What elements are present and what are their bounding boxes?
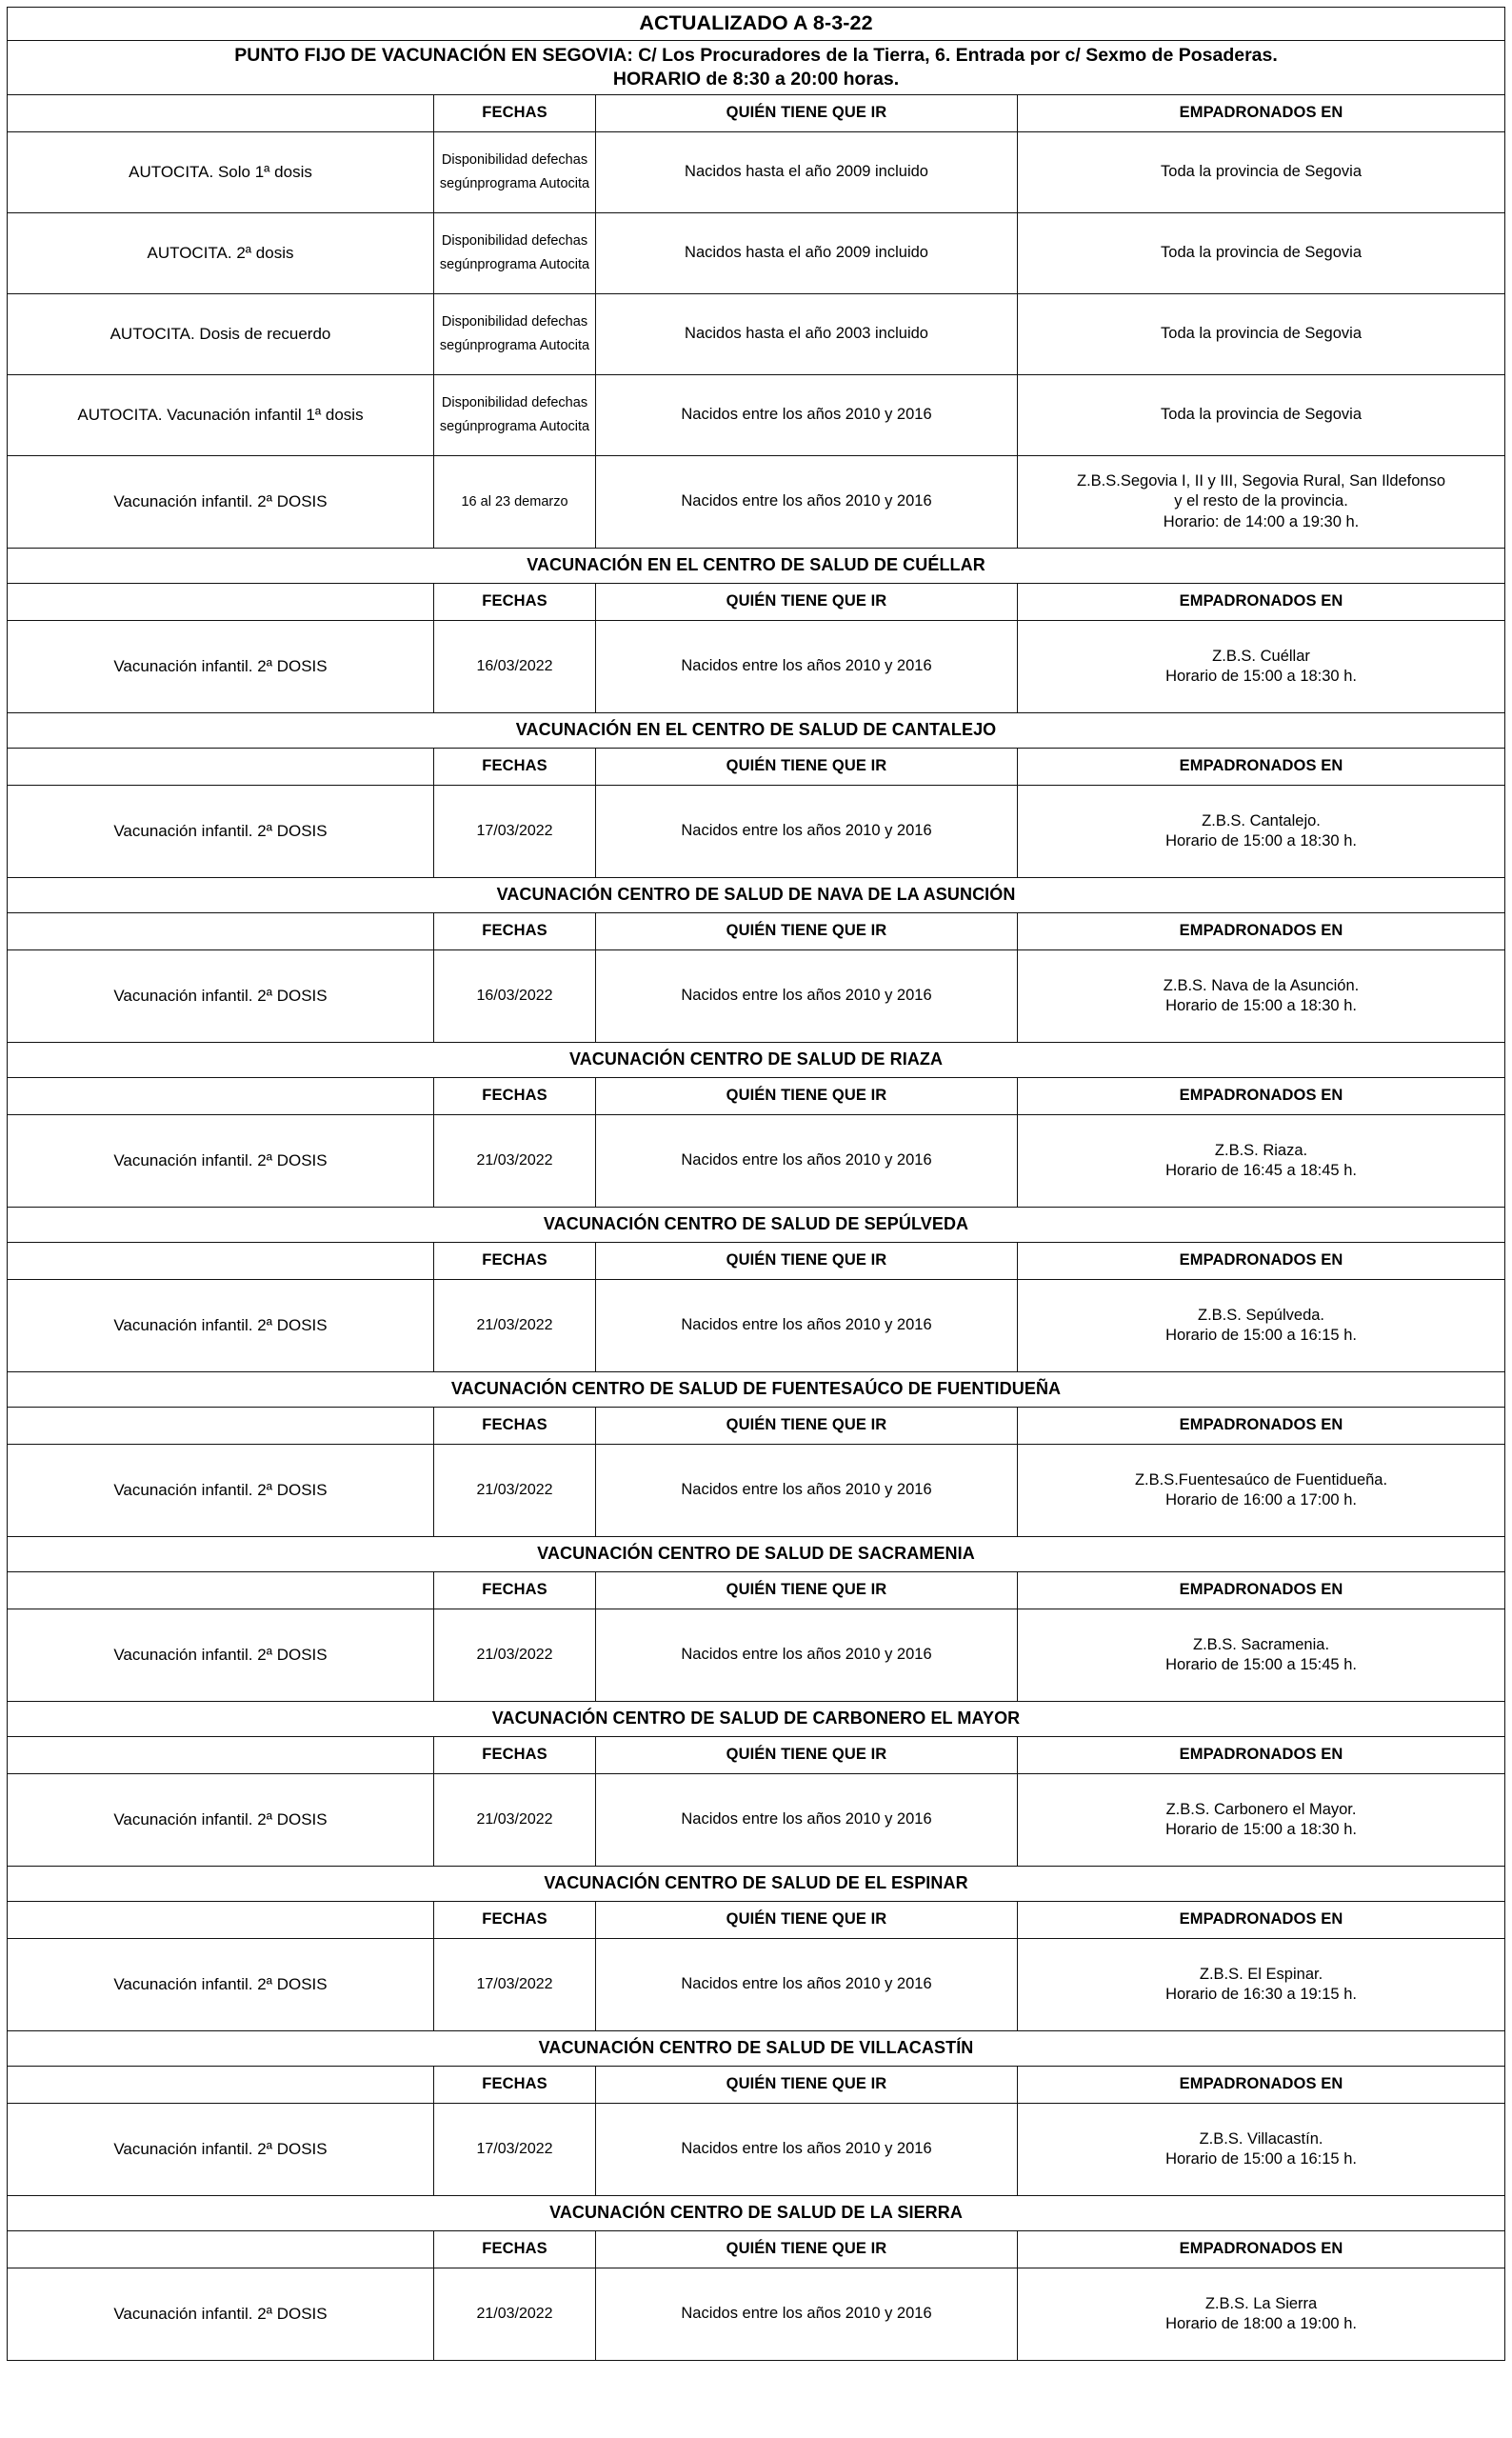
row-target-group: Nacidos entre los años 2010 y 2016 (596, 1774, 1018, 1867)
section-banner-title: VACUNACIÓN CENTRO DE SALUD DE NAVA DE LA ASUNCIÓN (8, 878, 1505, 913)
section-banner-row (8, 1043, 1505, 1078)
column-header-blank (8, 1572, 434, 1609)
section-banner-row (8, 713, 1505, 749)
column-header-empadronados: EMPADRONADOS EN (1018, 95, 1505, 132)
row-dates: 17/03/2022 (434, 1939, 596, 2031)
row-program-label: AUTOCITA. Solo 1ª dosis (8, 132, 434, 213)
table-row (8, 132, 1505, 213)
row-dates (434, 213, 596, 294)
row-dates (434, 456, 596, 549)
row-location (1018, 294, 1505, 375)
row-target-group: Nacidos entre los años 2010 y 2016 (596, 2104, 1018, 2196)
column-header-empadronados: EMPADRONADOS EN (1018, 749, 1505, 786)
column-header-empadronados: EMPADRONADOS EN (1018, 1572, 1505, 1609)
column-header-blank (8, 2231, 434, 2268)
column-header-quien: QUIÉN TIENE QUE IR (596, 1902, 1018, 1939)
text-line: Disponibilidad de (441, 314, 547, 330)
row-target-group: Nacidos entre los años 2010 y 2016 (596, 1445, 1018, 1537)
section-banner-row (8, 2196, 1505, 2231)
text-line: Horario: de 14:00 a 19:30 h. (1163, 512, 1360, 530)
section-banner-title: VACUNACIÓN CENTRO DE SALUD DE SEPÚLVEDA (8, 1208, 1505, 1243)
row-target-group: Nacidos entre los años 2010 y 2016 (596, 1939, 1018, 2031)
row-target-group: Nacidos entre los años 2010 y 2016 (596, 621, 1018, 713)
column-header-fechas: FECHAS (434, 1737, 596, 1774)
text-line: Horario de 15:00 a 18:30 h. (1165, 668, 1357, 685)
text-line: fechas según (439, 395, 588, 434)
text-line: Z.B.S. El Espinar. (1199, 1965, 1323, 1983)
section-banner-row (8, 1702, 1505, 1737)
text-line: Z.B.S. Sacramenia. (1192, 1635, 1330, 1653)
row-location (1018, 2268, 1505, 2361)
table-row (8, 621, 1505, 713)
row-dates: 16/03/2022 (434, 950, 596, 1043)
row-dates (434, 294, 596, 375)
text-line: Z.B.S. Cantalejo. (1202, 811, 1321, 829)
row-location (1018, 375, 1505, 456)
column-header-row-7 (8, 1737, 1505, 1774)
text-line: fechas según (439, 314, 588, 353)
column-header-row-8 (8, 1902, 1505, 1939)
fixed-point-line-2: HORARIO de 8:30 a 20:00 horas. (612, 69, 900, 90)
table-row (8, 1445, 1505, 1537)
section-banner-row (8, 878, 1505, 913)
section-banner-title: VACUNACIÓN CENTRO DE SALUD DE FUENTESAÚCO DE FUENTIDUEÑA (8, 1372, 1505, 1408)
table-row (8, 375, 1505, 456)
table-row (8, 213, 1505, 294)
text-line: Disponibilidad de (441, 233, 547, 250)
text-line: Z.B.S. Riaza. (1214, 1141, 1308, 1159)
row-location (1018, 1280, 1505, 1372)
row-program-label: Vacunación infantil. 2ª DOSIS (8, 2268, 434, 2361)
table-row (8, 294, 1505, 375)
text-line: programa Autocita (477, 338, 590, 353)
table-row (8, 456, 1505, 549)
row-location (1018, 1115, 1505, 1208)
column-header-fechas: FECHAS (434, 1078, 596, 1115)
column-header-fechas: FECHAS (434, 1572, 596, 1609)
row-dates (434, 132, 596, 213)
column-header-blank (8, 1408, 434, 1445)
table-row (8, 2268, 1505, 2361)
text-line: fechas según (439, 233, 588, 272)
row-dates: 21/03/2022 (434, 2268, 596, 2361)
column-header-blank (8, 2067, 434, 2104)
text-line: Toda la provincia de Segovia (1161, 325, 1363, 343)
table-row (8, 786, 1505, 878)
text-line: programa Autocita (477, 176, 590, 191)
column-header-row-1 (8, 749, 1505, 786)
row-location (1018, 132, 1505, 213)
column-header-empadronados: EMPADRONADOS EN (1018, 913, 1505, 950)
section-banner-title: VACUNACIÓN EN EL CENTRO DE SALUD DE CUÉLLAR (8, 549, 1505, 584)
column-header-empadronados: EMPADRONADOS EN (1018, 584, 1505, 621)
table-row (8, 1774, 1505, 1867)
text-line: Horario de 15:00 a 18:30 h. (1165, 1821, 1357, 1838)
column-header-blank (8, 1243, 434, 1280)
row-program-label: Vacunación infantil. 2ª DOSIS (8, 1939, 434, 2031)
row-target-group: Nacidos entre los años 2010 y 2016 (596, 1609, 1018, 1702)
column-header-blank (8, 1737, 434, 1774)
text-line: Z.B.S. Cuéllar (1212, 647, 1310, 665)
row-target-group: Nacidos entre los años 2010 y 2016 (596, 456, 1018, 549)
section-banner-row (8, 549, 1505, 584)
column-header-quien: QUIÉN TIENE QUE IR (596, 2231, 1018, 2268)
column-header-blank (8, 1902, 434, 1939)
row-dates: 16/03/2022 (434, 621, 596, 713)
row-dates: 21/03/2022 (434, 1609, 596, 1702)
section-banner-row (8, 1537, 1505, 1572)
text-line: Z.B.S. La Sierra (1204, 2294, 1318, 2312)
column-header-row-4 (8, 1243, 1505, 1280)
text-line: Toda la provincia de Segovia (1161, 163, 1363, 181)
row-program-label: Vacunación infantil. 2ª DOSIS (8, 1609, 434, 1702)
row-program-label: Vacunación infantil. 2ª DOSIS (8, 1115, 434, 1208)
column-header-row-10 (8, 2231, 1505, 2268)
column-header-blank (8, 913, 434, 950)
column-header-quien: QUIÉN TIENE QUE IR (596, 1572, 1018, 1609)
fixed-point-row (8, 41, 1505, 95)
column-header-row-0 (8, 584, 1505, 621)
text-line: Horario de 16:00 a 17:00 h. (1165, 1491, 1357, 1509)
column-header-row-9 (8, 2067, 1505, 2104)
column-header-row-6 (8, 1572, 1505, 1609)
text-line: Horario de 15:00 a 15:45 h. (1165, 1656, 1357, 1673)
row-location (1018, 1609, 1505, 1702)
section-banner-title: VACUNACIÓN CENTRO DE SALUD DE VILLACASTÍN (8, 2031, 1505, 2067)
row-location (1018, 2104, 1505, 2196)
table-row (8, 2104, 1505, 2196)
text-line: fechas según (439, 152, 588, 191)
column-header-quien: QUIÉN TIENE QUE IR (596, 1078, 1018, 1115)
column-header-row-autocita (8, 95, 1505, 132)
row-target-group: Nacidos entre los años 2010 y 2016 (596, 1115, 1018, 1208)
row-program-label: Vacunación infantil. 2ª DOSIS (8, 950, 434, 1043)
column-header-fechas: FECHAS (434, 584, 596, 621)
row-target-group: Nacidos hasta el año 2009 incluido (596, 132, 1018, 213)
table-row (8, 1609, 1505, 1702)
text-line: 16 al 23 de (461, 493, 530, 510)
row-target-group: Nacidos entre los años 2010 y 2016 (596, 375, 1018, 456)
column-header-blank (8, 749, 434, 786)
row-target-group: Nacidos entre los años 2010 y 2016 (596, 1280, 1018, 1372)
schedule-table-body (8, 8, 1505, 2361)
row-location (1018, 213, 1505, 294)
column-header-quien: QUIÉN TIENE QUE IR (596, 913, 1018, 950)
row-dates: 21/03/2022 (434, 1115, 596, 1208)
column-header-fechas: FECHAS (434, 1408, 596, 1445)
text-line: Horario de 18:00 a 19:00 h. (1165, 2315, 1357, 2332)
column-header-blank (8, 584, 434, 621)
row-location (1018, 1774, 1505, 1867)
column-header-fechas: FECHAS (434, 1243, 596, 1280)
column-header-empadronados: EMPADRONADOS EN (1018, 2231, 1505, 2268)
column-header-quien: QUIÉN TIENE QUE IR (596, 1243, 1018, 1280)
column-header-fechas: FECHAS (434, 2067, 596, 2104)
column-header-quien: QUIÉN TIENE QUE IR (596, 95, 1018, 132)
column-header-quien: QUIÉN TIENE QUE IR (596, 1408, 1018, 1445)
column-header-blank (8, 1078, 434, 1115)
section-banner-title: VACUNACIÓN CENTRO DE SALUD DE SACRAMENIA (8, 1537, 1505, 1572)
column-header-quien: QUIÉN TIENE QUE IR (596, 1737, 1018, 1774)
column-header-quien: QUIÉN TIENE QUE IR (596, 2067, 1018, 2104)
column-header-empadronados: EMPADRONADOS EN (1018, 1078, 1505, 1115)
text-line: Z.B.S. Nava de la Asunción. (1163, 976, 1360, 994)
section-banner-title: VACUNACIÓN CENTRO DE SALUD DE CARBONERO EL MAYOR (8, 1702, 1505, 1737)
column-header-quien: QUIÉN TIENE QUE IR (596, 749, 1018, 786)
row-program-label: Vacunación infantil. 2ª DOSIS (8, 456, 434, 549)
row-location (1018, 1445, 1505, 1537)
section-banner-row (8, 1867, 1505, 1902)
text-line: Horario de 16:30 a 19:15 h. (1165, 1986, 1357, 2003)
text-line: Horario de 16:45 a 18:45 h. (1165, 1162, 1357, 1179)
text-line: Horario de 15:00 a 18:30 h. (1165, 997, 1357, 1014)
row-target-group: Nacidos entre los años 2010 y 2016 (596, 950, 1018, 1043)
updated-row (8, 8, 1505, 41)
row-target-group: Nacidos entre los años 2010 y 2016 (596, 786, 1018, 878)
section-banner-row (8, 2031, 1505, 2067)
row-dates: 21/03/2022 (434, 1280, 596, 1372)
text-line: programa Autocita (477, 419, 590, 434)
row-location (1018, 621, 1505, 713)
row-location (1018, 950, 1505, 1043)
column-header-blank (8, 95, 434, 132)
row-program-label: AUTOCITA. 2ª dosis (8, 213, 434, 294)
column-header-fechas: FECHAS (434, 2231, 596, 2268)
row-location (1018, 786, 1505, 878)
row-dates: 17/03/2022 (434, 786, 596, 878)
text-line: Horario de 15:00 a 16:15 h. (1165, 2150, 1357, 2168)
table-row (8, 1115, 1505, 1208)
row-target-group: Nacidos hasta el año 2009 incluido (596, 213, 1018, 294)
row-program-label: Vacunación infantil. 2ª DOSIS (8, 1774, 434, 1867)
text-line: Z.B.S. Villacastín. (1199, 2129, 1323, 2148)
column-header-empadronados: EMPADRONADOS EN (1018, 1408, 1505, 1445)
column-header-fechas: FECHAS (434, 1902, 596, 1939)
row-program-label: Vacunación infantil. 2ª DOSIS (8, 2104, 434, 2196)
row-program-label: Vacunación infantil. 2ª DOSIS (8, 1445, 434, 1537)
column-header-empadronados: EMPADRONADOS EN (1018, 1243, 1505, 1280)
section-banner-title: VACUNACIÓN CENTRO DE SALUD DE RIAZA (8, 1043, 1505, 1078)
column-header-fechas: FECHAS (434, 95, 596, 132)
section-banner-title: VACUNACIÓN CENTRO DE SALUD DE EL ESPINAR (8, 1867, 1505, 1902)
column-header-empadronados: EMPADRONADOS EN (1018, 1737, 1505, 1774)
schedule-table (7, 7, 1505, 2361)
updated-label: ACTUALIZADO A 8-3-22 (8, 8, 1505, 41)
text-line: Z.B.S. Carbonero el Mayor. (1165, 1800, 1357, 1818)
row-dates: 21/03/2022 (434, 1445, 596, 1537)
section-banner-row (8, 1372, 1505, 1408)
text-line: Disponibilidad de (441, 152, 547, 169)
section-banner-title: VACUNACIÓN EN EL CENTRO DE SALUD DE CANTALEJO (8, 713, 1505, 749)
fixed-point-banner (8, 41, 1505, 95)
row-location (1018, 456, 1505, 549)
row-program-label: AUTOCITA. Dosis de recuerdo (8, 294, 434, 375)
row-dates: 17/03/2022 (434, 2104, 596, 2196)
text-line: programa Autocita (477, 257, 590, 272)
row-target-group: Nacidos entre los años 2010 y 2016 (596, 2268, 1018, 2361)
row-program-label: Vacunación infantil. 2ª DOSIS (8, 621, 434, 713)
row-dates (434, 375, 596, 456)
section-banner-title: VACUNACIÓN CENTRO DE SALUD DE LA SIERRA (8, 2196, 1505, 2231)
text-line: Z.B.S.Fuentesaúco de Fuentidueña. (1134, 1470, 1388, 1489)
column-header-empadronados: EMPADRONADOS EN (1018, 2067, 1505, 2104)
text-line: y el resto de la provincia. (1174, 492, 1348, 510)
row-program-label: Vacunación infantil. 2ª DOSIS (8, 786, 434, 878)
column-header-fechas: FECHAS (434, 749, 596, 786)
text-line: Z.B.S.Segovia I, II y III, Segovia Rural, San Ildefonso (1077, 472, 1446, 490)
column-header-row-5 (8, 1408, 1505, 1445)
table-row (8, 1939, 1505, 2031)
column-header-empadronados: EMPADRONADOS EN (1018, 1902, 1505, 1939)
text-line: marzo (529, 493, 568, 510)
text-line: Toda la provincia de Segovia (1161, 244, 1363, 262)
row-dates: 21/03/2022 (434, 1774, 596, 1867)
text-line: Z.B.S. Sepúlveda. (1198, 1306, 1325, 1324)
row-location (1018, 1939, 1505, 2031)
column-header-row-2 (8, 913, 1505, 950)
column-header-row-3 (8, 1078, 1505, 1115)
text-line: Horario de 15:00 a 16:15 h. (1165, 1327, 1357, 1344)
row-target-group: Nacidos hasta el año 2003 incluido (596, 294, 1018, 375)
text-line: Toda la provincia de Segovia (1161, 406, 1363, 424)
fixed-point-line-1: PUNTO FIJO DE VACUNACIÓN EN SEGOVIA: C/ Los Procuradores de la Tierra, 6. Entrada por c/ Sexmo de Posaderas. (234, 45, 1278, 67)
row-program-label: Vacunación infantil. 2ª DOSIS (8, 1280, 434, 1372)
text-line: Disponibilidad de (441, 395, 547, 411)
table-row (8, 1280, 1505, 1372)
table-row (8, 950, 1505, 1043)
section-banner-row (8, 1208, 1505, 1243)
column-header-quien: QUIÉN TIENE QUE IR (596, 584, 1018, 621)
text-line: Horario de 15:00 a 18:30 h. (1165, 832, 1357, 849)
column-header-fechas: FECHAS (434, 913, 596, 950)
row-program-label: AUTOCITA. Vacunación infantil 1ª dosis (8, 375, 434, 456)
